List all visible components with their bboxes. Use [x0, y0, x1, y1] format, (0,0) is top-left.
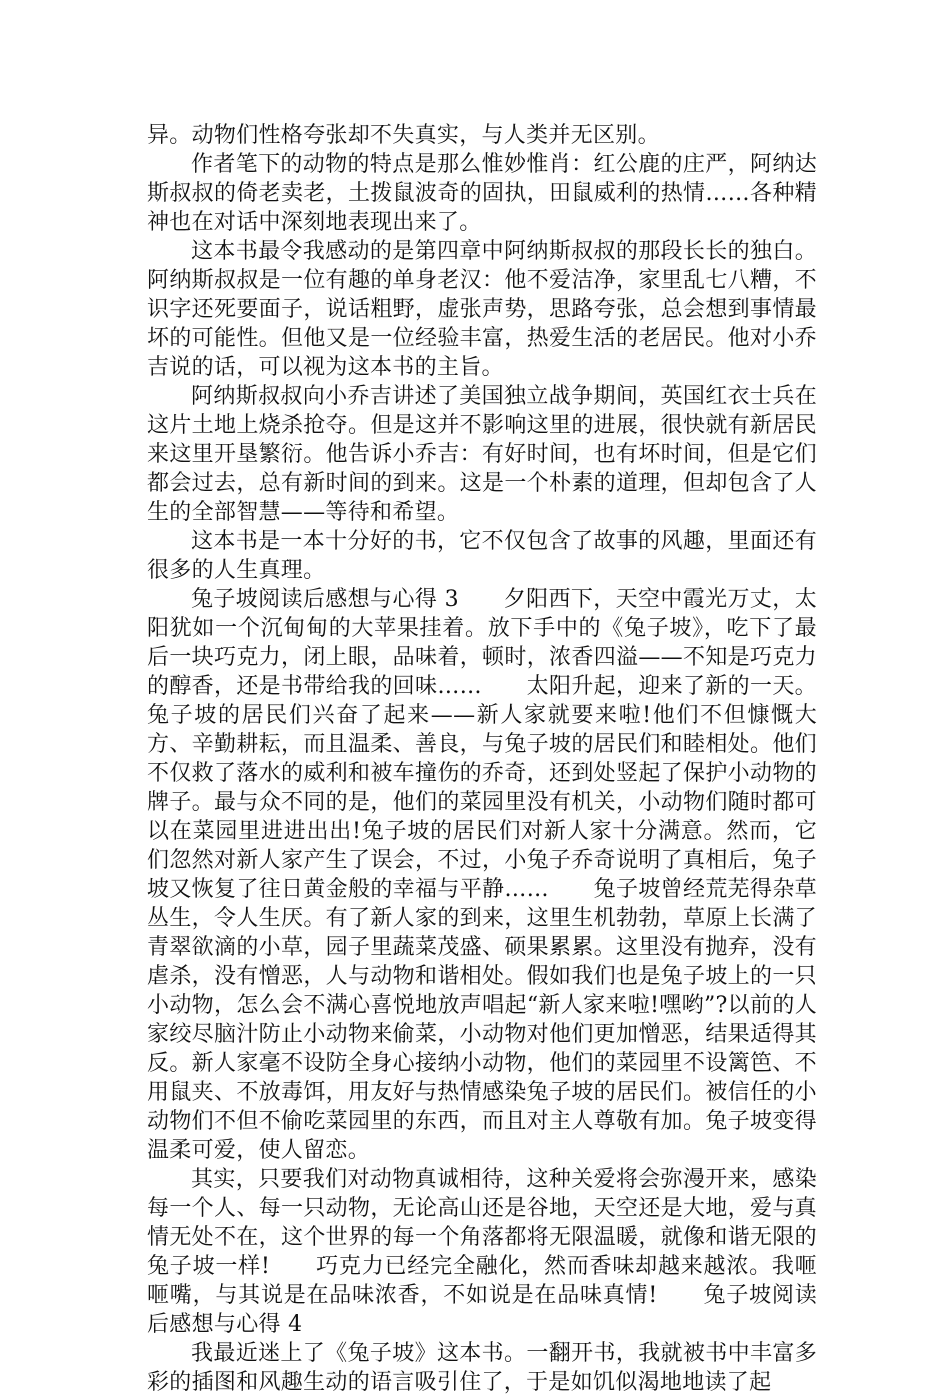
- paragraph-2: 作者笔下的动物的特点是那么惟妙惟肖：红公鹿的庄严，阿纳达斯叔叔的倚老卖老，土拨鼠波奇的固执，田鼠威利的热情……各种精神也在对话中深刻地表现出来了。: [147, 152, 817, 235]
- paragraph-7: 其实，只要我们对动物真诚相待，这种关爱将会弥漫开来，感染每一个人、每一只动物，无论高山还是谷地，天空还是大地，爱与真情无处不在，这个世界的每一个角落都将无限温暖，就像和谐无限的兔子坡一样! 巧克力已经完全融化，然而香味却越来越浓。我咂咂嘴，与其说是在品味浓香，不如说是在品味真情! 兔子坡阅读后感想与心得 4: [147, 1167, 817, 1337]
- paragraph-5: 这本书是一本十分好的书，它不仅包含了故事的风趣，里面还有很多的人生真理。: [147, 529, 817, 583]
- paragraph-1: 异。动物们性格夸张却不失真实，与人类并无区别。: [147, 123, 660, 148]
- paragraph-3: 这本书最令我感动的是第四章中阿纳斯叔叔的那段长长的独白。阿纳斯叔叔是一位有趣的单身老汉：他不爱洁净，家里乱七八糟，不识字还死要面子，说话粗野，虚张声势，思路夸张，总会想到事情最坏的可能性。但他又是一位经验丰富，热爱生活的老居民。他对小乔吉说的话，可以视为这本书的主旨。: [147, 239, 817, 380]
- paragraph-8: 我最近迷上了《兔子坡》这本书。一翻开书，我就被书中丰富多彩的插图和风趣生动的语言吸引住了，于是如饥似渴地地读了起: [147, 1341, 817, 1395]
- document-body: [147, 121, 817, 1397]
- paragraph-4: 阿纳斯叔叔向小乔吉讲述了美国独立战争期间，英国红衣士兵在这片土地上烧杀抢夺。但是这并不影响这里的进展，很快就有新居民来这里开垦繁衍。他告诉小乔吉：有好时间，也有坏时间，但是它们都会过去，总有新时间的到来。这是一个朴素的道理，但却包含了人生的全部智慧——等待和希望。: [147, 384, 817, 525]
- paragraph-6: 兔子坡阅读后感想与心得 3 夕阳西下，天空中霞光万丈，太阳犹如一个沉甸甸的大苹果挂着。放下手中的《兔子坡》，吃下了最后一块巧克力，闭上眼，品味着，顿时，浓香四溢——不知是巧克力的醇香，还是书带给我的回味…… 太阳升起，迎来了新的一天。兔子坡的居民们兴奋了起来——新人家就要来啦!他们不但慷慨大方、辛勤耕耘，而且温柔、善良，与兔子坡的居民们和睦相处。他们不仅救了落水的威利和被车撞伤的乔奇，还到处竖起了保护小动物的牌子。最与众不同的是，他们的菜园里没有机关，小动物们随时都可以在菜园里进进出出!兔子坡的居民们对新人家十分满意。然而，它们忽然对新人家产生了误会，不过，小兔子乔奇说明了真相后，兔子坡又恢复了往日黄金般的幸福与平静…… 兔子坡曾经荒芜得杂草丛生，令人生厌。有了新人家的到来，这里生机勃勃，草原上长满了青翠欲滴的小草，园子里蔬菜茂盛、硕果累累。这里没有抛弃，没有虐杀，没有憎恶，人与动物和谐相处。假如我们也是兔子坡上的一只小动物，怎么会不满心喜悦地放声唱起“新人家来啦!嘿哟”?以前的人家绞尽脑汁防止小动物来偷菜，小动物对他们更加憎恶，结果适得其反。新人家毫不设防全身心接纳小动物，他们的菜园里不设篱笆、不用鼠夹、不放毒饵，用友好与热情感染兔子坡的居民们。被信任的小动物们不但不偷吃菜园里的东西，而且对主人尊敬有加。兔子坡变得温柔可爱，使人留恋。: [147, 587, 817, 1163]
